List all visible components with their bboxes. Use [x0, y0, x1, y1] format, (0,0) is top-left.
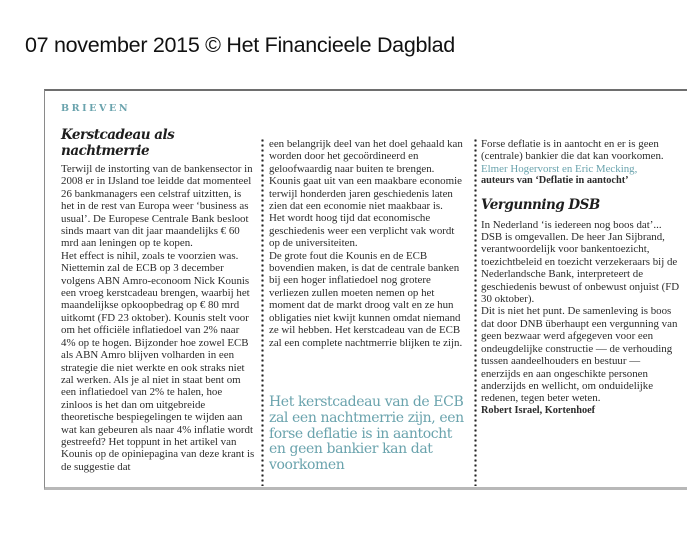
letter-2-headline: Vergunning DSB: [481, 196, 600, 213]
page-caption: 07 november 2015 © Het Financieele Dagblad: [25, 33, 455, 57]
letter-1-headline: Kerstcadeau als nachtmerrie: [61, 127, 175, 159]
column-divider: [474, 138, 477, 486]
article-column-2: [269, 138, 464, 349]
letter-1-paragraph: Het effect is nihil, zoals te voorzien was. Niettemin zal de ECB op 3 december volgens ABN Amro-econoom Nick Kounis een vroeg kerstcadeau brengen, waarbij het maandelijkse opkoopbedrag op € 80 mrd uitkomt (FD 23 oktober). Kounis stelt voor om het officiële inflatiedoel van 2% naar 4% op te hogen. Bijzonder hoe zowel ECB als ABN Amro blijven volharden in een strategie die niet werkte en ook straks niet zal werken. Als je al niet in staat bent om een inflatiedoel van 2% te halen, hoe zinloos is het dan om uitgebreide theoretische bespiegelingen te wijden aan wat kan gebeuren als naar 4% inflatie wordt gestreefd? Het toppunt in het artikel van Kounis op de opiniepagina van deze krant is de suggestie dat: [61, 249, 255, 473]
letter-1-paragraph: een belangrijk deel van het doel gehaald kan worden door het gecoördineerd en geloofwaardig naar buiten te brengen. Kounis gaat uit van een maakbare economie terwijl honderden jaren geschiedenis laten zien dat een economie niet maakbaar is.: [269, 138, 463, 213]
column-divider: [261, 138, 264, 486]
letter-1-paragraph: Forse deflatie is in aantocht en er is geen (centrale) bankier die dat kan voorkomen.: [481, 138, 664, 163]
article-column-1: [61, 127, 255, 473]
article-column-3: [481, 138, 681, 417]
pull-quote: Het kerstcadeau van de ECB zal een nachtmerrie zijn, een forse deflatie is in aantocht en geen bankier kan dat voorkomen: [269, 394, 464, 474]
letter-1-paragraph: Het wordt hoog tijd dat economische geschiedenis weer een verplicht vak wordt op de universiteiten.: [269, 212, 455, 250]
letter-2-author: Robert Israel, Kortenhoef: [481, 404, 596, 416]
letter-1-paragraph: De grote fout die Kounis en de ECB bovendien maken, is dat de centrale banken bij een hoger inflatiedoel nog grotere verliezen zullen moeten nemen op het moment dat de markt droog valt en ze hun obligaties niet kwijt kunnen omdat niemand ze wil hebben. Het kerstcadeau van de ECB zal een complete nachtmerrie blijken te zijn.: [269, 249, 463, 349]
letter-2-paragraph: In Nederland ‘is iedereen nog boos dat’... DSB is omgevallen. De heer Jan Sijbrand, verantwoordelijk voor bankentoezicht, toezichtbeleid en toezicht verzekeraars bij de Nederlandsche Bank, interpreteert de geschiedenis bewust of onbewust onjuist (FD 30 oktober).: [481, 218, 680, 306]
section-label: BRIEVEN: [61, 103, 131, 114]
letter-1-author-role: auteurs van ‘Deflatie in aantocht’: [481, 175, 629, 187]
letter-1-author-names: Elmer Hogervorst en Eric Mecking,: [481, 162, 638, 175]
letter-1-paragraph: Terwijl de instorting van de bankensector in 2008 er in IJsland toe leidde dat momenteel 26 bankmanagers een celstraf uitzitten, is het in de rest van Europa weer ‘business as usual’. De Europese Centrale Bank besloot sinds maart van dit jaar maandelijks € 60 mrd aan leningen op te kopen.: [61, 163, 253, 250]
letter-2-paragraph: Dit is niet het punt. De samenleving is boos dat door DNB überhaupt een vergunning van geen bezwaar werd afgegeven voor een ondeugdelijke constructie — de verhouding tussen aandeelhouders en bestuur — enerzijds en aan ongeschikte personen anderzijds en wellicht, om onduidelijke redenen, tegen beter weten.: [481, 305, 678, 405]
